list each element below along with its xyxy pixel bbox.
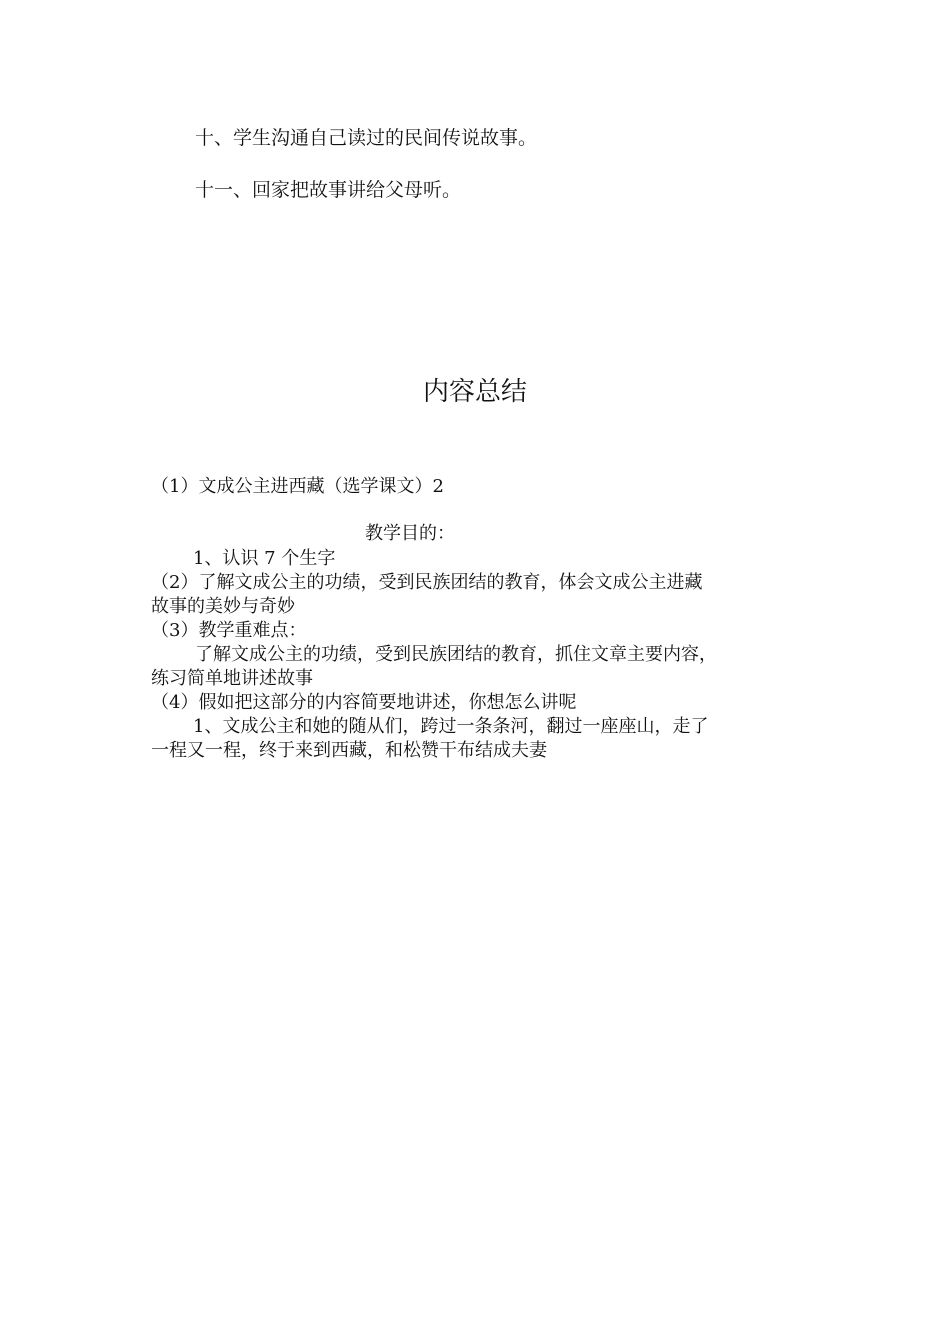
objectives-label: 教学目的： [365,523,455,544]
summary-item-2-line-2: 故事的美妙与奇妙 [151,596,295,617]
summary-item-3: （3）教学重难点： [151,620,307,641]
summary-item-3-text-line-1: 了解文成公主的功绩，受到民族团结的教育，抓住文章主要内容， [195,644,717,665]
summary-item-4-text-line-2: 一程又一程，终于来到西藏，和松赞干布结成夫妻 [151,740,547,761]
list-item-eleven: 十一、回家把故事讲给父母听。 [195,179,462,201]
objective-1: 1、认识 7 个生字 [193,548,336,569]
summary-item-4-text-line-1: 1、文成公主和她的随从们，跨过一条条河，翻过一座座山，走了 [193,716,709,737]
list-item-ten: 十、学生沟通自己读过的民间传说故事。 [195,127,538,149]
summary-item-3-text-line-2: 练习简单地讲述故事 [151,668,313,689]
summary-item-1: （1）文成公主进西藏（选学课文）2 [151,476,444,497]
summary-item-4: （4）假如把这部分的内容简要地讲述，你想怎么讲呢 [151,692,577,713]
summary-item-2-line-1: （2）了解文成公主的功绩，受到民族团结的教育，体会文成公主进藏 [151,572,703,593]
summary-heading: 内容总结 [422,377,527,407]
